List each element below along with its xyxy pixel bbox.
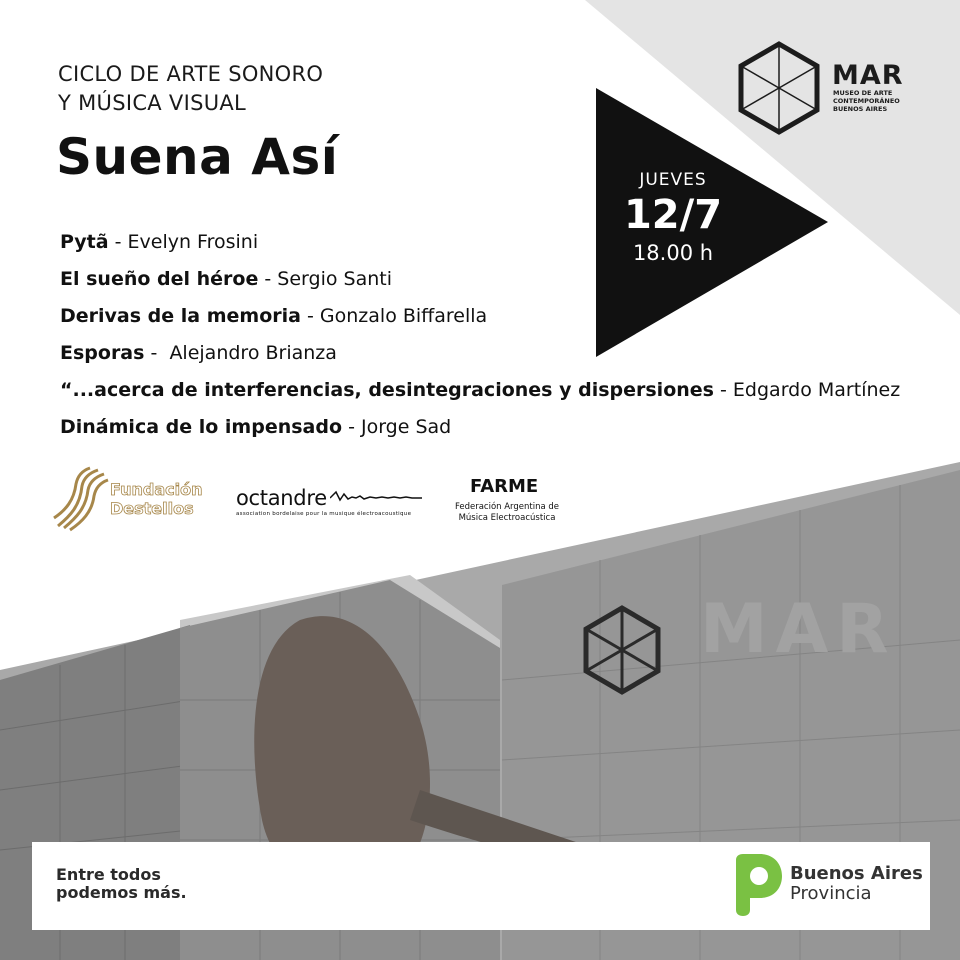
program-list xyxy=(60,232,900,454)
work-title: El sueño del héroe xyxy=(60,268,259,290)
separator: - xyxy=(713,379,733,401)
building-sign-text: MAR xyxy=(700,590,897,669)
program-item xyxy=(60,269,900,306)
work-title: Derivas de la memoria xyxy=(60,305,301,327)
event-date: 12/7 xyxy=(623,192,723,238)
mar-wordmark: MAR xyxy=(832,60,904,91)
mar-hexagon-icon xyxy=(734,38,824,138)
farme-line: Música Electroacústica xyxy=(458,513,556,523)
fundacion-destellos-logo-icon xyxy=(52,466,112,534)
separator: - xyxy=(342,416,361,438)
waveform-icon xyxy=(330,490,422,504)
event-time: 18.00 h xyxy=(632,241,714,265)
octandre-tagline: association bordelaise pour la musique électroacoustique xyxy=(236,511,412,517)
composer-name: Alejandro Brianza xyxy=(169,342,337,364)
program-item xyxy=(60,232,900,269)
work-title: Dinámica de lo impensado xyxy=(60,416,343,438)
farme-line: Federación Argentina de xyxy=(454,502,560,512)
fundacion-destellos-text xyxy=(110,480,203,518)
footer-slogan xyxy=(56,866,187,902)
composer-name: Edgardo Martínez xyxy=(732,379,901,401)
province-label: Provincia xyxy=(790,883,872,904)
octandre-name: octandre xyxy=(236,486,327,510)
separator: - xyxy=(258,268,278,290)
tagline-line: MUSEO DE ARTE xyxy=(833,89,893,97)
composer-name: Sergio Santi xyxy=(277,268,393,290)
mar-tagline xyxy=(833,89,900,113)
separator: - xyxy=(108,231,128,253)
event-date-box xyxy=(598,168,748,268)
separator: - xyxy=(300,305,320,327)
separator: - xyxy=(144,342,170,364)
series-line-1: CICLO DE ARTE SONORO xyxy=(58,62,324,86)
composer-name: Gonzalo Biffarella xyxy=(319,305,488,327)
work-title: Pytã xyxy=(60,231,109,253)
tagline-line: BUENOS AIRES xyxy=(833,105,888,113)
day-of-week: JUEVES xyxy=(639,170,707,190)
series-line-2: Y MÚSICA VISUAL xyxy=(58,91,247,115)
series-heading xyxy=(58,60,323,118)
farme-name: FARME xyxy=(470,476,539,497)
slogan-line: podemos más. xyxy=(56,883,187,902)
composer-name: Evelyn Frosini xyxy=(127,231,259,253)
province-name: Buenos Aires xyxy=(790,863,923,884)
fundacion-line: Destellos xyxy=(110,499,194,518)
program-item xyxy=(60,380,900,417)
fundacion-line: Fundación xyxy=(110,480,203,499)
program-item xyxy=(60,343,900,380)
program-item xyxy=(60,417,900,454)
work-title: “...acerca de interferencias, desintegraciones y dispersiones xyxy=(60,379,714,401)
composer-name: Jorge Sad xyxy=(360,416,452,438)
program-item xyxy=(60,306,900,343)
slogan-line: Entre todos xyxy=(56,865,161,884)
tagline-line: CONTEMPORÁNEO xyxy=(833,97,900,105)
buenos-aires-p-logo-icon xyxy=(730,852,784,918)
work-title: Esporas xyxy=(60,342,145,364)
farme-subtitle xyxy=(454,502,560,524)
event-title: Suena Así xyxy=(56,128,339,186)
